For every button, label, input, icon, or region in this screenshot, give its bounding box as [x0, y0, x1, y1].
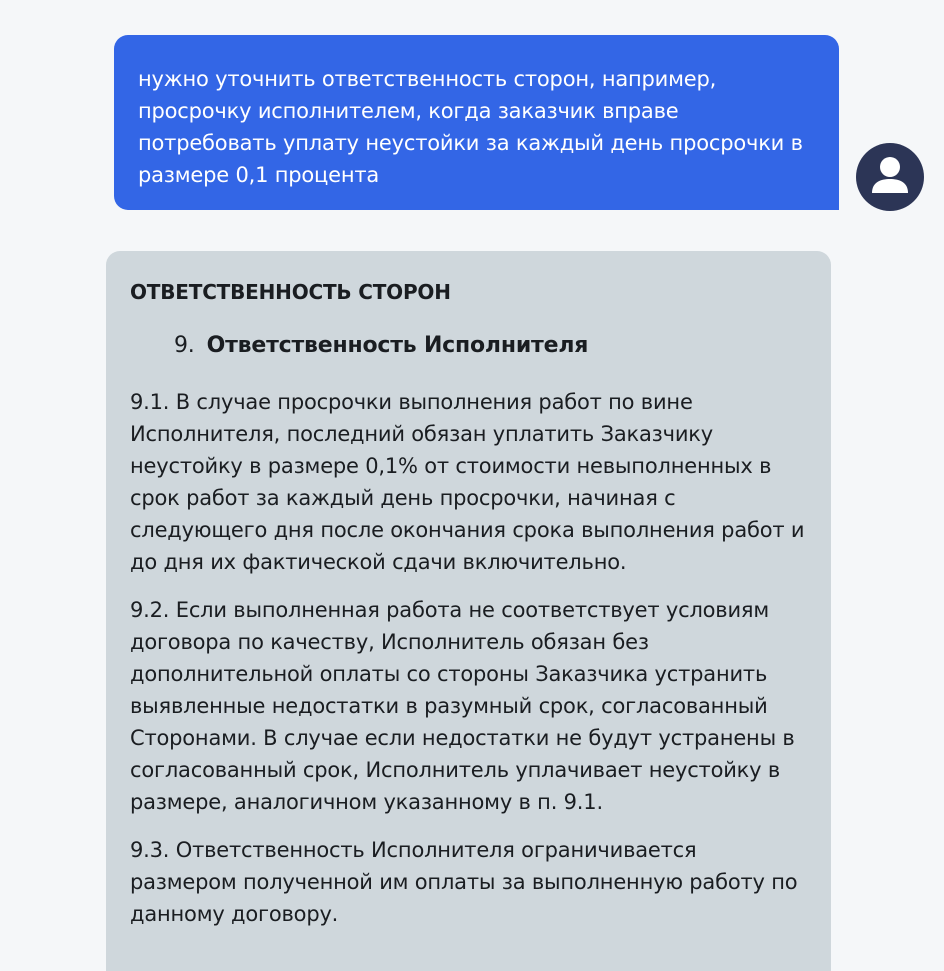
user-message-row	[114, 35, 924, 210]
assistant-message-bubble	[106, 251, 831, 971]
section-heading	[174, 330, 807, 362]
user-avatar[interactable]	[856, 143, 924, 211]
section-title: Ответственность Исполнителя	[206, 333, 589, 358]
clause-9-3: 9.3. Ответственность Исполнителя ограничивается размером полученной им оплаты за выполненную работу по данному договору.	[130, 838, 798, 926]
section-number: 9.	[174, 333, 195, 358]
user-message-text: нужно уточнить ответственность сторон, например, просрочку исполнителем, когда заказчик вправе потребовать уплату неустойки за каждый день просрочки в размере 0,1 процента	[138, 67, 803, 187]
user-message-bubble	[114, 35, 839, 210]
user-icon	[856, 143, 924, 211]
clause-9-2: 9.2. Если выполненная работа не соответствует условиям договора по качеству, Исполнитель обязан без дополнительной оплаты со стороны Заказчика устранить выявленные недостатки в разумный срок, согласованный Сторонами. В случае если недостатки не будут устранены в согласованный срок, Исполнитель уплачивает неустойку в размере, аналогичном указанному в п. 9.1.	[130, 598, 795, 814]
clause-9-1: 9.1. В случае просрочки выполнения работ по вине Исполнителя, последний обязан уплатить Заказчику неустойку в размере 0,1% от стоимости невыполненных в срок работ за каждый день просрочки, начиная с следующего дня после окончания срока выполнения работ и до дня их фактической сдачи включительно.	[130, 390, 805, 574]
document-title: ОТВЕТСТВЕННОСТЬ СТОРОН	[130, 280, 451, 304]
